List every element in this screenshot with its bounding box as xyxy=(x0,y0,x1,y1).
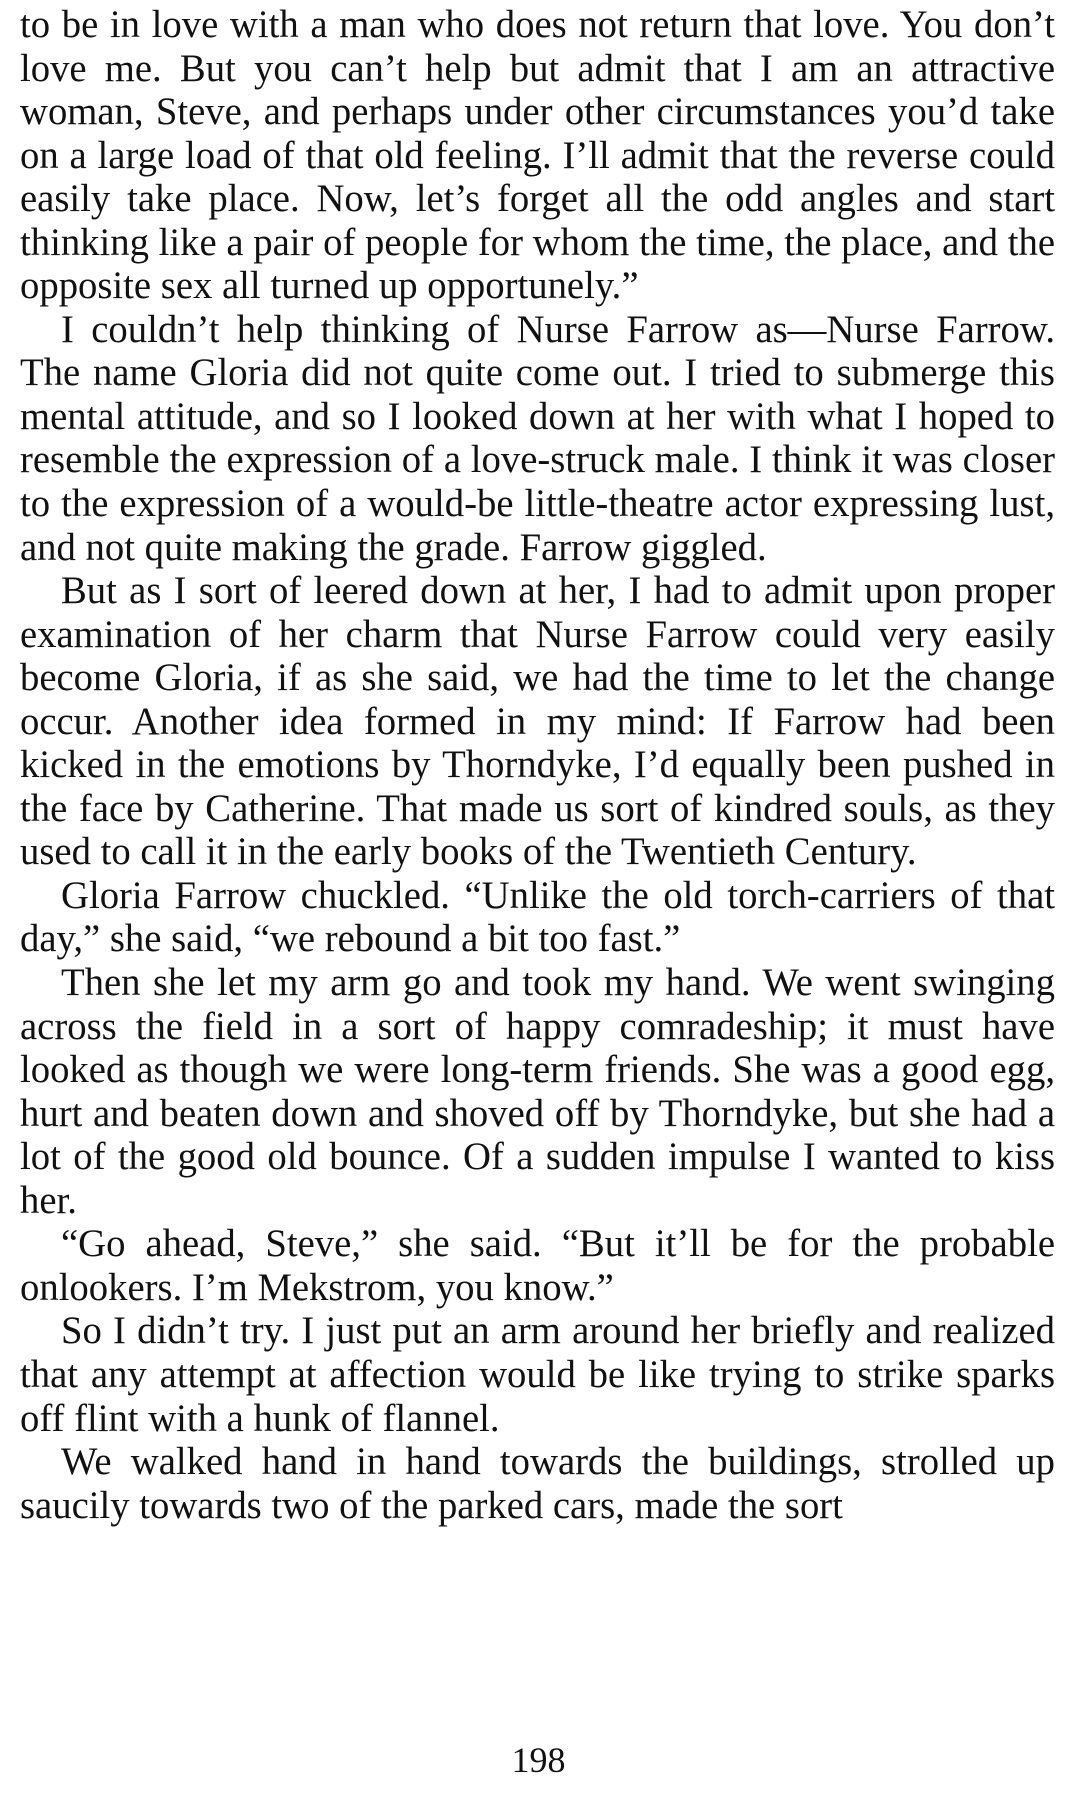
paragraph-leered-down: But as I sort of leered down at her, I had to admit upon proper examination of her charm that Nurse Farrow could very easily become Gloria, if as she said, we had the time to let the change occur. Another idea formed in my mind: If Farrow had been kicked in the emotions by Thorndyke, I’d equally been pushed in the face by Catherine. That made us sort of kindred souls, as they used to call it in the early books of the Twentieth Century. xyxy=(20,570,1055,874)
paragraph-walked-hand-in-hand: We walked hand in hand towards the buildings, strolled up saucily towards two of the parked cars, made the sort xyxy=(20,1441,1055,1527)
book-page xyxy=(20,4,1055,1794)
paragraph-gloria-chuckled: Gloria Farrow chuckled. “Unlike the old torch-carriers of that day,” she said, “we rebound a bit too fast.” xyxy=(20,874,1055,961)
paragraph-took-my-hand: Then she let my arm go and took my hand. We went swinging across the field in a sort of happy comradeship; it must have looked as though we were long-term friends. She was a good egg, hurt and beaten down and shoved off by Thorndyke, but she had a lot of the good old bounce. Of a sudden impulse I wanted to kiss her. xyxy=(20,962,1055,1222)
page-number: 198 xyxy=(511,1740,566,1780)
paragraph-continuation: to be in love with a man who does not return that love. You don’t love me. But you can’t help but admit that I am an attractive woman, Steve, and perhaps under other circumstances you’d take on a large load of that old feeling. I’ll admit that the reverse could easily take place. Now, let’s forget all the odd angles and start thinking like a pair of people for whom the time, the place, and the opposite sex all turned up opportunely.” xyxy=(20,4,1055,308)
paragraph-nurse-farrow: I couldn’t help thinking of Nurse Farrow as—Nurse Farrow. The name Gloria did not quite come out. I tried to submerge this mental attitude, and so I looked down at her with what I hoped to resemble the expression of a love-struck male. I think it was closer to the expression of a would-be little-theatre actor expressing lust, and not quite making the grade. Farrow giggled. xyxy=(20,308,1055,569)
paragraph-didnt-try: So I didn’t try. I just put an arm around her briefly and realized that any attempt at affection would be like trying to strike sparks off flint with a hunk of flannel. xyxy=(20,1310,1055,1440)
paragraph-go-ahead: “Go ahead, Steve,” she said. “But it’ll be for the probable onlookers. I’m Mekstrom, you know.” xyxy=(20,1223,1055,1309)
